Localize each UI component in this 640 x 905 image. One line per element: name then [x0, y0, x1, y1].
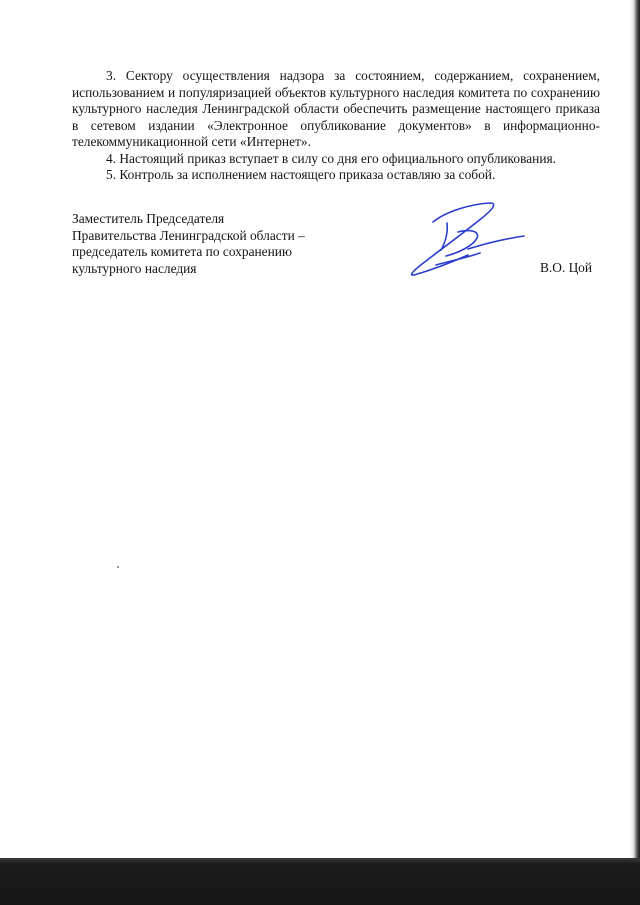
scan-edge-right	[630, 0, 640, 862]
scan-speck	[117, 566, 119, 568]
paragraph-4: 4. Настоящий приказ вступает в силу со дня его официального опубликования.	[106, 150, 556, 166]
paragraph-3: 3. Сектору осуществления надзора за состоянием, содержанием, сохранением, использованием и популяризацией объектов культурного наследия комитета по сохранению культурного наследия Ленинградской области обеспечить размещение настоящего приказа в сетевом издании «Электронное опубликование документов» в информационно-телекоммуникационной сети «Интернет».	[72, 68, 600, 149]
signatory-name: В.О. Цой	[540, 260, 592, 275]
handwritten-signature	[400, 195, 530, 285]
order-body	[72, 68, 600, 184]
paragraph-5: 5. Контроль за исполнением настоящего приказа оставляю за собой.	[106, 167, 496, 182]
signatory-title-line: Правительства Ленинградской области –	[72, 227, 305, 243]
signatory-title-line: Заместитель Председателя	[72, 211, 225, 226]
signatory-title-line: председатель комитета по сохранению	[72, 244, 292, 259]
signatory-title	[72, 211, 362, 277]
signatory-title-line: культурного наследия	[72, 260, 197, 276]
scan-edge-bottom	[0, 858, 640, 905]
